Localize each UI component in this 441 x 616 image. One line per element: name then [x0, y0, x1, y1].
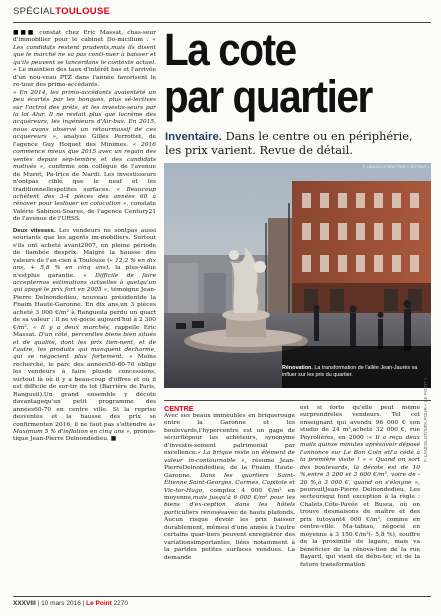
- text-run: a perdu un quart de sa valeur : il ne vé-: [13, 309, 156, 324]
- text-run: mobiliers. Surtout s'ils ont acheté avant: [13, 235, 156, 249]
- text-run: trice de Nardi. Les investisseurs n'ont: [13, 171, 156, 186]
- text-run: plus garantie.: [27, 272, 84, 279]
- section-city: TOULOUSE: [55, 6, 111, 17]
- text-run: coup d'offres et où il est difficile de sor-: [13, 376, 156, 391]
- paragraph: [300, 405, 420, 569]
- text-run: « Beaucoup achètent des 3-4 pièces des années 60 à rénover pour les: [13, 186, 156, 208]
- text-run: 4 000 €/m², comme en centre-ville. Ma-: [300, 516, 420, 531]
- text-run: si d'une année à l'autre certains quar-: [164, 524, 295, 539]
- paragraph: [13, 30, 156, 90]
- text-run: « 12,2 % en dix ans, + 5,8 % en cinq ans: [13, 257, 156, 272]
- caption-kicker: Rénovation.: [282, 365, 313, 371]
- text-run: Un grand ensemble y décote davantage: [13, 391, 156, 406]
- text-run: sement patrimonial par excellence.: [164, 442, 295, 457]
- text-run: dans le contexte actuel. »: [13, 59, 156, 74]
- top-rule: [13, 22, 431, 23]
- text-run: à 3 000 €, quand on s'éloigne »,: [317, 479, 420, 486]
- issue-date: | 10 mars 2016 |: [35, 600, 87, 607]
- subhead-kicker: Deux vitesses.: [13, 227, 56, 234]
- paragraph: [164, 413, 295, 562]
- text-run: Côte-Pavée et Busca, où on trouve des: [300, 501, 420, 516]
- text-run: Les vendeurs ne sont: [55, 227, 128, 234]
- text-run: un 3 pièces acheté 3 000 €/m² à Rangueil: [13, 302, 156, 316]
- footer: [13, 600, 128, 607]
- text-run: gocie aujourd'hui à 2 300 €/m².: [13, 317, 156, 331]
- text-run: tabiau, négocié en moyenne à 3 150 €/m²: [300, 524, 420, 538]
- text-run: poursuit: [300, 486, 325, 493]
- text-run: gare, mais va bénéficier de la rénova-: [300, 539, 420, 553]
- text-run: entre 3 200 et 3 600 €/m², voire de - 20 %,: [300, 472, 420, 486]
- street-photo-illustration: [164, 163, 431, 388]
- text-run: Saint-Georges, Carmes, Capitole et Vic-: [164, 480, 295, 494]
- text-run: charme, qui se négocient plus fortement. »: [13, 347, 156, 361]
- street-photo: [164, 163, 431, 388]
- text-run: 50-60-70 oblige les vendeurs à faire plus: [13, 361, 156, 376]
- text-run: crème des acquéreurs, les ingénieurs d'Air-: [13, 111, 156, 126]
- text-run: (- 5,8 %), souffre de la proximité de la: [300, 531, 420, 546]
- text-run: « Il a reçu deux mails quinze minutes après: [300, 434, 420, 449]
- text-run: maisons de maître et des prix tutoyant: [300, 509, 420, 523]
- text-run: « Maximum 5 % d'inflation en cinq ans »,: [13, 421, 156, 436]
- text-run: seur d'immobilier pour le cabinet Do-: [13, 30, 156, 44]
- text-run: Garonne.: [164, 472, 201, 479]
- text-run: Avec ses beaux immeubles en brique: [164, 413, 278, 419]
- text-run: l'a cédé à la première visite ! »: [300, 449, 420, 464]
- text-run: constate Valérie Sabinou-Soares, de l'agence Century: [13, 201, 156, 215]
- text-run: voir les prix baisser durablement, même: [164, 517, 295, 531]
- text-run: « Difficile de faire accepter: [13, 272, 156, 286]
- section-label: [13, 6, 110, 17]
- paragraph: [13, 228, 156, 444]
- text-run: comptez 4 000 €/m² en moyenne,: [164, 487, 295, 501]
- text-run: Delnondedieu, de la Fnaim Haute-: [182, 465, 295, 472]
- text-run: des petites surfaces vendues. La demande: [164, 547, 295, 561]
- centre-rule: [164, 400, 431, 401]
- text-run: pas ciblé que le neuf et les traditionnelles: [13, 179, 156, 193]
- headline-line1: La cote: [164, 24, 296, 75]
- column-left: [13, 30, 156, 593]
- magazine-name: Le Point: [86, 600, 112, 607]
- text-run: 2007, en pleine période de flambée des: [13, 242, 156, 257]
- text-run: l'hypercentre est un gage de sécurité: [164, 427, 295, 442]
- text-run: 21 de l'avenue de l'URSS.: [13, 208, 156, 223]
- issue-number: 2270: [111, 600, 129, 607]
- text-run: massif de ces acquéreurs »,: [13, 126, 156, 141]
- text-run: qui font exception à la règle : Chalets,: [300, 494, 420, 508]
- text-run: vendu 96 000 € son studio de 24 m²,: [300, 419, 420, 434]
- text-run: avoir déposé l'annonce sur Le Bon Coin et: [300, 442, 420, 456]
- text-run: confirme son collègue de l'avenue de Muret, Pa-: [13, 164, 156, 178]
- page-number: XXXVIII: [13, 600, 36, 607]
- text-run: acheté 32 000 €, rue Peyrolières, en 2000 :: [300, 427, 420, 441]
- text-run: mais ils disent que le marché ne va pas conti-: [13, 44, 156, 59]
- text-run: été un peu écartés par les banques, plus sé-: [13, 89, 156, 104]
- section-heading-centre: CENTRE: [164, 404, 194, 413]
- column-right: [300, 405, 420, 595]
- text-run: pronos-: [131, 429, 156, 436]
- text-run: seurs par la loi Alur. Il ne restait plus que la: [13, 104, 156, 118]
- text-run: de la Fnaim Haute-Garonne. En dix ans,: [13, 294, 156, 309]
- text-run: ception dans les hôtels particuliers rénovés: [164, 502, 295, 516]
- text-run: les vendeurs. Tel cet enseignant qui a: [300, 412, 420, 426]
- text-run: rouge entre la Garonne et les boulevards,: [164, 413, 295, 434]
- text-run: nos estimations actuelles à quelqu'un qui a: [13, 279, 156, 294]
- text-run: petites surfaces.: [56, 186, 117, 193]
- text-run: payé le prix fort en 2005 »,: [27, 287, 110, 294]
- text-run: tembre et des candidats motivés »,: [13, 156, 156, 171]
- text-run: « En 2014, les primo-accédants avaient: [13, 89, 137, 96]
- lead-paragraph: [165, 130, 431, 157]
- text-run: louer en colocation »,: [62, 201, 129, 208]
- text-run: qu'un petit programme des années: [13, 399, 156, 413]
- text-run: ), la plus-value n'est: [13, 265, 156, 279]
- text-run: « La brique reste un élément de valeur in-: [164, 450, 295, 464]
- text-run: constat chez Eric Massat, chas-: [35, 30, 143, 36]
- photo-credit: F. LANCELOT/SIPA POUR « LE POINT »: [362, 165, 429, 169]
- text-run: « Il y a deux marchés,: [32, 324, 111, 331]
- lead-kicker: Inventaire.: [165, 131, 222, 143]
- paragraph-marker: ■■■: [13, 30, 36, 36]
- text-run: Jean-Pierre Delnondedieu. Les secteurs: [300, 486, 420, 501]
- text-run: importantes, liées notamment à la part: [164, 539, 295, 554]
- text-run: lectives sur l'octroi des prêts, et les investis-: [13, 97, 156, 111]
- text-run: nent, et de l'autre, les produits qui manquent de: [13, 339, 156, 354]
- text-run: Dans les quartiers Saint-Étienne,: [164, 472, 295, 487]
- bottom-rule: [13, 596, 431, 597]
- text-run: nuer à baisser et qu'ils peuvent se lancer: [13, 52, 156, 66]
- text-run: pour les acheteurs, synonyme d'investis-: [164, 435, 295, 449]
- text-run: D'un côté, percent: [38, 332, 95, 339]
- text-run: rappelle Eric Massat.: [13, 324, 156, 339]
- text-run: analyse Gilles Perrottet, de l'agence Guy Hoquet des Minimes.: [13, 134, 156, 148]
- text-run: tour des primo-accédants.: [21, 82, 100, 89]
- column-middle: [164, 413, 295, 593]
- photo-caption: [282, 365, 430, 378]
- text-run: ter, et de la future transformation: [300, 554, 420, 568]
- headline-line2: par quartier: [164, 71, 372, 122]
- text-run: pas aussi souriants que les agents im-: [13, 227, 156, 242]
- text-run: prix. Malgré la hausse des valeurs de l'an-: [13, 250, 156, 264]
- text-run: est si forte qu'elle peut même surprendre: [300, 405, 420, 419]
- text-run: mais jusqu'à 6 000 €/m² pour les biens d'ex-: [164, 494, 295, 509]
- text-run: tiers peuvent enregistrer des variations: [164, 532, 295, 546]
- text-run: Le maintien des taux d'intérêt bas et l'arrivée d'un nou-: [13, 67, 156, 81]
- headline: [164, 26, 372, 120]
- text-run: tique Jean-Pierre Delnondedieu. ■: [13, 436, 117, 443]
- text-run: de concessions, surtout là où il y a beau-: [13, 369, 156, 383]
- text-run: Moins recherché, le parc des années: [13, 354, 156, 368]
- text-run: 60-70 en centre ville. Si la reprise des: [13, 406, 156, 421]
- text-run: bus. En 2015, nous avons observé un retour: [13, 119, 156, 133]
- text-run: les biens bien situés et de qualité, dont les prix tien-: [13, 332, 156, 346]
- lead-text: Dans le centre ou en périphérie, les prix varient. Revue de détail.: [165, 129, 413, 158]
- text-run: « Les candidats restent prudents,: [13, 37, 156, 51]
- text-run: micilium :: [117, 37, 153, 44]
- text-run: cien à Toulouse (: [58, 257, 110, 264]
- text-run: résume Jean-Pierre: [164, 457, 295, 472]
- section-prefix: SPÉCIAL: [13, 6, 56, 17]
- text-run: tor-Hugo,: [175, 487, 205, 494]
- text-run: témoigne Jean-Pierre Delnondedieu, nouveau président: [13, 287, 156, 301]
- text-run: « 2016 commence mieux que 2015 avec un regain des ventes depuis sep-: [13, 141, 156, 163]
- text-run: en 2016, il ne faut pas s'attendre à: [45, 421, 153, 428]
- text-run: veau PTZ dans l'année favorisent le re-: [13, 74, 156, 89]
- text-run: tion de la rue Bayard, qui vient de débu-: [300, 546, 420, 561]
- text-run: « Quand on sort des boulevards, la décote est de 10 %,: [300, 457, 420, 479]
- text-run: avec de hauts plafonds. Aucun risque de: [164, 509, 295, 524]
- caption-text: La transformation de l'allée Jean-Jaurès va influer sur les prix du quartier.: [282, 365, 418, 378]
- side-credit: F. LANCELOT/SIPA POUR « LE POINT »: [423, 377, 428, 462]
- text-run: ventes et la hausse des prix se confirment: [13, 414, 156, 428]
- text-run: contournable »,: [196, 457, 247, 464]
- text-run: tir du lot (Barrière de Paris, Rangueil).: [13, 384, 156, 398]
- paragraph: [13, 90, 156, 224]
